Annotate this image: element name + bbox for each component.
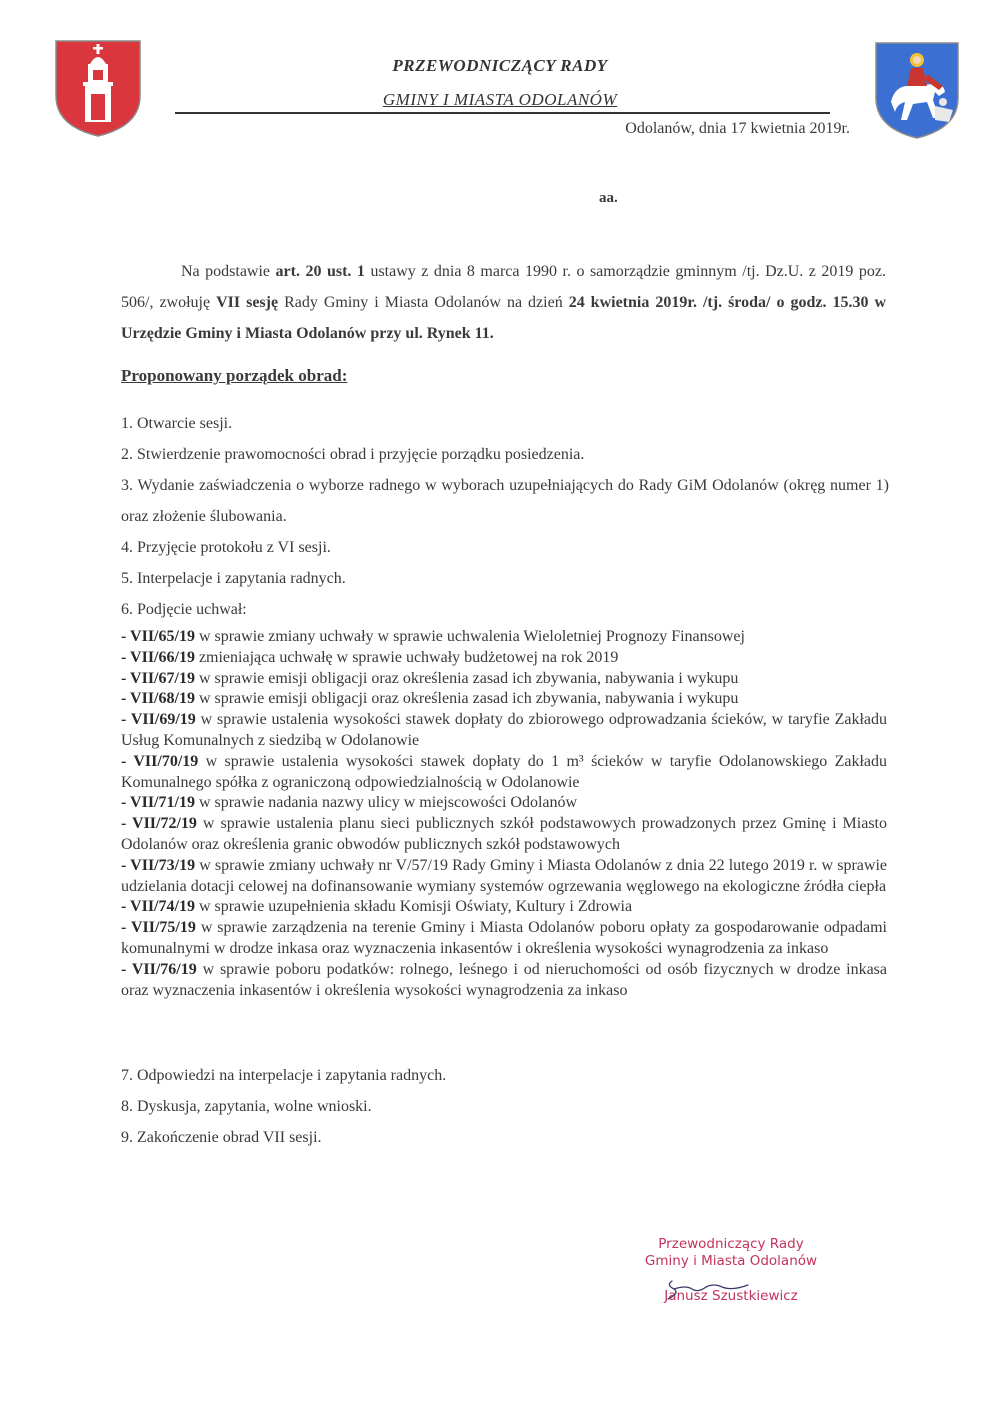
resolution-number: - VII/67/19	[121, 669, 195, 687]
resolution-number: - VII/68/19	[121, 690, 195, 708]
notice-session-number: VII sesję	[216, 294, 279, 311]
notice-text: ustawy z dnia 8 marca 1990 r. o samorządzie gminnym /tj. Dz.U. z 2019 poz. 506/, zwołuję	[121, 263, 886, 311]
resolution-number: - VII/71/19	[121, 794, 195, 812]
notice-legal-basis: art. 20 ust. 1	[275, 263, 365, 280]
reference-mark: aa.	[599, 190, 618, 206]
resolution-text: w sprawie ustalenia wysokości stawek dopłaty do zbiorowego odprowadzania ścieków, w taryfie Zakładu Usług Komunalnych z siedzibą w Odolanowie	[121, 711, 887, 749]
resolution-text: w sprawie zarządzenia na terenie Gminy i Miasta Odolanów poboru opłaty za gospodarowanie odpadami komunalnymi w drodze inkasa oraz wyznaczenia inkasentów i określenia wysokości wynagrodzenia za inkaso	[121, 919, 887, 957]
agenda-item: 3. Wydanie zaświadczenia o wyborze radnego w wyborach uzupełniających do Rady GiM Odolanów (okręg numer 1) oraz złożenie ślubowania.	[121, 477, 889, 525]
resolution-text: w sprawie uzupełnienia składu Komisji Oświaty, Kultury i Zdrowia	[194, 898, 633, 916]
stamp-signer-name: Janusz Szustkiewicz	[664, 1288, 798, 1304]
resolution-item	[121, 856, 887, 898]
resolution-number: - VII/74/19	[121, 898, 195, 916]
resolution-item	[121, 897, 887, 918]
agenda-item: 5. Interpelacje i zapytania radnych.	[121, 570, 346, 587]
letterhead-title: PRZEWODNICZĄCY RADY	[392, 56, 608, 75]
agenda-item: 2. Stwierdzenie prawomocności obrad i przyjęcie porządku posiedzenia.	[121, 446, 585, 463]
resolution-item	[121, 918, 887, 960]
notice-paragraph	[121, 256, 886, 349]
agenda-item: 4. Przyjęcie protokołu z VI sesji.	[121, 539, 331, 556]
stamp-institution: Gminy i Miasta Odolanów	[644, 1253, 818, 1269]
agenda-item: 1. Otwarcie sesji.	[121, 415, 233, 432]
resolution-item	[121, 752, 887, 794]
resolution-number: - VII/65/19	[121, 628, 195, 645]
agenda-item: 6. Podjęcie uchwał:	[121, 601, 247, 618]
resolution-text: w sprawie zmiany uchwały w sprawie uchwalenia Wieloletniej Prognozy Finansowej	[194, 628, 745, 645]
resolution-item	[121, 793, 887, 814]
letterhead-subtitle: GMINY I MIASTA ODOLANÓW	[382, 90, 618, 109]
resolution-item	[121, 814, 887, 856]
resolution-item	[121, 960, 887, 1002]
handwritten-signature-icon	[662, 1275, 752, 1303]
agenda-title: Proponowany porządek obrad:	[121, 366, 348, 385]
resolution-item	[121, 648, 887, 669]
resolution-number: - VII/75/19	[121, 919, 196, 937]
resolution-item	[121, 689, 887, 710]
letterhead-rule	[175, 112, 830, 114]
notice-text: Rady Gminy i Miasta Odolanów na dzień	[278, 294, 569, 311]
notice-text: Na podstawie	[181, 263, 276, 280]
resolution-number: - VII/76/19	[121, 960, 197, 978]
resolution-text: w sprawie zmiany uchwały nr V/57/19 Rady Gminy i Miasta Odolanów z dnia 22 lutego 2019 r. w sprawie udzielania dotacji celowej na dofinansowanie wymiany systemów ogrzewania węglowego na ekologiczne źródła ciepła	[121, 856, 888, 895]
agenda-item: 7. Odpowiedzi na interpelacje i zapytania radnych.	[121, 1067, 447, 1084]
resolution-number: - VII/72/19	[121, 815, 197, 833]
agenda-list-part-2	[121, 1060, 889, 1153]
resolution-item	[121, 710, 887, 752]
resolution-item	[121, 627, 887, 648]
resolution-item	[121, 669, 887, 690]
agenda-list-part-1	[121, 408, 889, 625]
resolution-number: - VII/73/19	[121, 856, 196, 874]
resolution-text: w sprawie ustalenia planu sieci publicznych szkół podstawowych prowadzonych przez Gminę i Miasto Odolanów oraz określenia granic obwodów publicznych szkół podstawowych	[121, 815, 888, 853]
resolution-text: w sprawie emisji obligacji oraz określenia zasad ich zbywania, nabywania i wykupu	[194, 690, 739, 708]
saint-martin-coat-of-arms-icon	[873, 40, 961, 140]
place-and-date: Odolanów, dnia 17 kwietnia 2019r.	[625, 120, 850, 137]
session-notice	[121, 256, 886, 349]
stamp-title: Przewodniczący Rady	[658, 1236, 804, 1252]
notice-date-and-venue: 24 kwietnia 2019r. /tj. środa/ o godz. 15.30 w Urzędzie Gminy i Miasta Odolanów przy ul. Rynek 11.	[121, 294, 887, 342]
resolution-text: w sprawie poboru podatków: rolnego, leśnego i od nieruchomości od osób fizycznych w drodze inkasa oraz wyznaczenia inkasentów i określenia wysokości wynagrodzenia za inkaso	[121, 960, 888, 999]
resolution-text: w sprawie ustalenia wysokości stawek dopłaty do 1 m³ ścieków w taryfie Odolanowskiego Zakładu Komunalnego spółka z ograniczoną odpowiedzialnością w Odolanowie	[121, 752, 888, 791]
agenda-item: 8. Dyskusja, zapytania, wolne wnioski.	[121, 1098, 372, 1115]
resolution-text: w sprawie nadania nazwy ulicy w miejscowości Odolanów	[194, 794, 578, 812]
resolution-text: zmieniająca uchwałę w sprawie uchwały budżetowej na rok 2019	[194, 648, 619, 666]
resolutions-list	[121, 627, 887, 1001]
resolution-text: w sprawie emisji obligacji oraz określenia zasad ich zbywania, nabywania i wykupu	[194, 669, 739, 687]
resolution-number: - VII/70/19	[121, 752, 199, 770]
odolanow-coat-of-arms-icon	[53, 38, 143, 138]
resolution-number: - VII/69/19	[121, 711, 196, 729]
resolution-number: - VII/66/19	[121, 648, 195, 666]
agenda-item: 9. Zakończenie obrad VII sesji.	[121, 1129, 322, 1146]
